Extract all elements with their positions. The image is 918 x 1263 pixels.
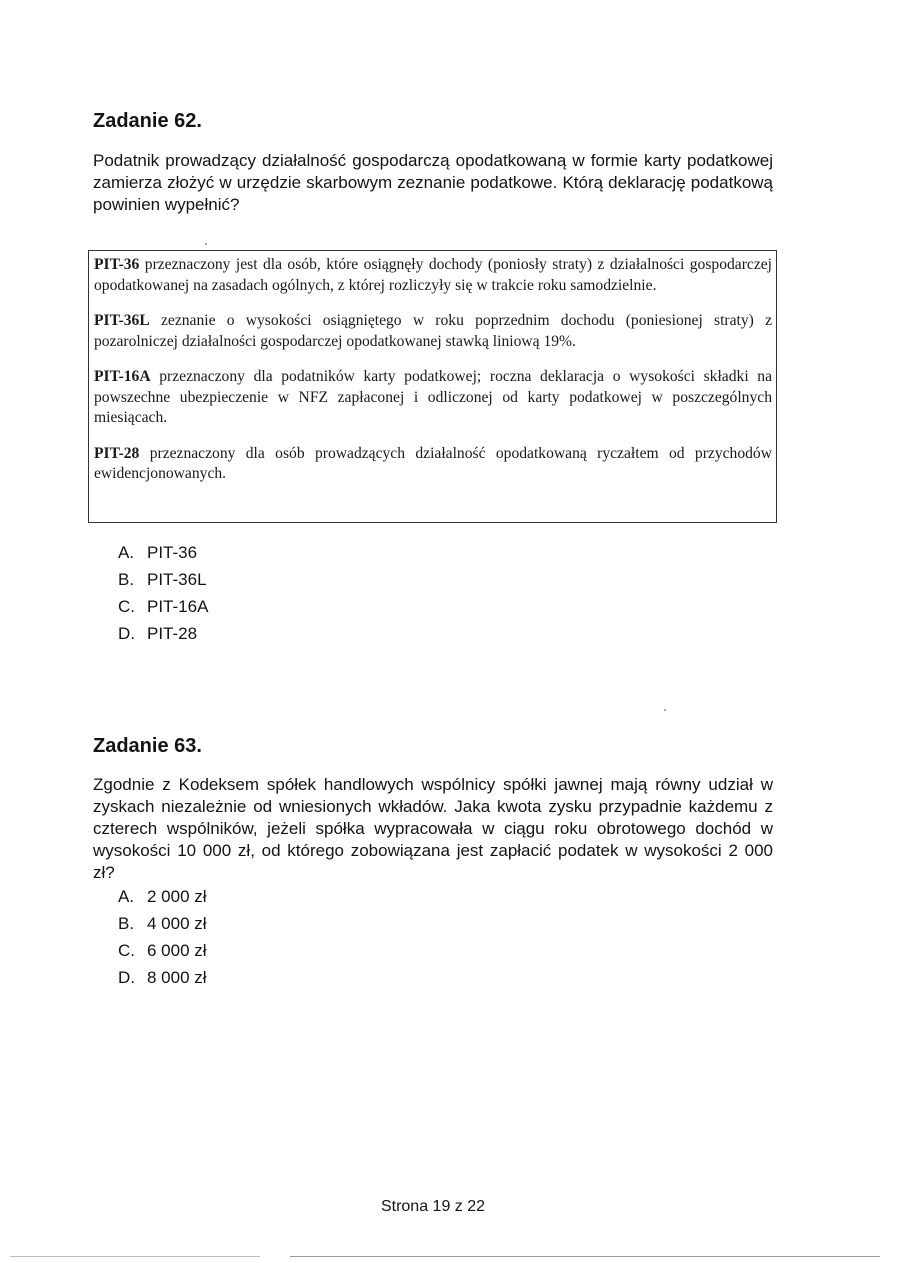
answer-text: 8 000 zł: [147, 968, 207, 987]
scan-edge-line: [10, 1256, 260, 1257]
scan-speck: [205, 243, 207, 245]
info-description: przeznaczony dla osób prowadzących działalność opodatkowaną ryczałtem od przychodów ewidencjonowanych.: [94, 444, 772, 482]
info-code: PIT-36: [94, 256, 140, 273]
answer-text: 4 000 zł: [147, 914, 207, 933]
pit-info-box: [88, 250, 777, 523]
answer-option[interactable]: [118, 940, 207, 967]
answer-letter: C.: [118, 597, 135, 616]
answer-letter: D.: [118, 968, 135, 987]
info-entry-pit-36: [94, 255, 772, 296]
answer-text: 2 000 zł: [147, 887, 207, 906]
info-description: przeznaczony dla podatników karty podatkowej; roczna deklaracja o wysokości składki na powszechne ubezpieczenie w NFZ zapłaconej i odliczonej od karty podatkowej w poszczególnych miesiącach.: [94, 368, 772, 426]
answer-letter: A.: [118, 887, 135, 906]
task-63-question: Zgodnie z Kodeksem spółek handlowych wspólnicy spółki jawnej mają równy udział w zyskach niezależnie od wniesionych wkładów. Jaka kwota zysku przypadnie każdemu z czterech wspólników, jeżeli spółka wypracowała w ciągu roku obrotowego dochód w wysokości 10 000 zł, od którego zobowiązana jest zapłacić podatek w wysokości 2 000 zł?: [93, 775, 773, 882]
answer-text: PIT-16A: [147, 597, 209, 616]
answer-text: PIT-28: [147, 624, 198, 643]
page-footer: [333, 1197, 533, 1217]
task-63-section: [93, 734, 773, 758]
answer-text: PIT-36L: [147, 570, 207, 589]
answer-option[interactable]: [118, 542, 208, 569]
task-62-question: Podatnik prowadzący działalność gospodarczą opodatkowaną w formie karty podatkowej zamierza złożyć w urzędzie skarbowym zeznanie podatkowe. Którą deklarację podatkową powinien wypełnić?: [93, 151, 773, 214]
answer-option[interactable]: [118, 569, 208, 596]
answer-option[interactable]: [118, 967, 207, 994]
answer-letter: B.: [118, 914, 135, 933]
info-code: PIT-28: [94, 444, 140, 462]
answer-option[interactable]: [118, 913, 207, 940]
answer-letter: D.: [118, 624, 135, 643]
task-62-answers: [118, 542, 208, 650]
scan-edge-line: [290, 1256, 880, 1257]
info-description: przeznaczony jest dla osób, które osiągnęły dochody (poniosły straty) z działalności gospodarczej opodatkowanej na zasadach ogólnych, z której rozliczyły się w trakcie roku samodzielnie.: [94, 256, 772, 294]
page-number: Strona 19 z 22: [380, 1198, 486, 1215]
task-63-title: Zadanie 63.: [93, 735, 202, 757]
answer-letter: A.: [118, 543, 135, 562]
info-entry-pit-16a: [94, 367, 772, 429]
answer-letter: B.: [118, 570, 135, 589]
info-entry-pit-28: [94, 444, 772, 485]
info-entry-pit-36l: [94, 311, 772, 352]
answer-text: 6 000 zł: [147, 941, 207, 960]
answer-letter: C.: [118, 941, 135, 960]
task-62-section: [93, 109, 773, 133]
answer-option[interactable]: [118, 596, 208, 623]
task-62-title: Zadanie 62.: [93, 110, 202, 132]
info-code: PIT-36L: [94, 312, 150, 329]
info-code: PIT-16A: [94, 368, 151, 385]
answer-option[interactable]: [118, 886, 207, 913]
answer-option[interactable]: [118, 623, 208, 650]
info-description: zeznanie o wysokości osiągniętego w roku poprzednim dochodu (poniesionej straty) z pozarolniczej działalności gospodarczej opodatkowanej stawką liniową 19%.: [94, 312, 772, 350]
task-63-answers: [118, 886, 207, 994]
scan-speck: [664, 709, 666, 711]
answer-text: PIT-36: [147, 543, 198, 562]
